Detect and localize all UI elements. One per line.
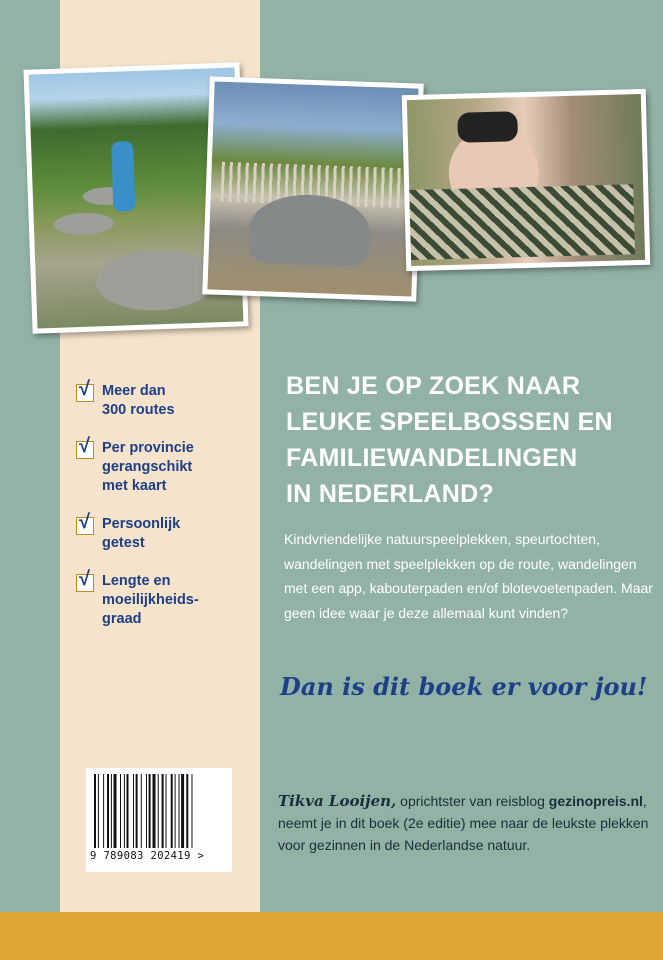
photo-stone-play-sculpture [202,76,423,301]
checkbox-icon: √ [76,574,94,592]
author-intro: oprichtster van reisblog [396,793,545,809]
feature-item [76,435,256,496]
author-name: Tikva Looijen, [278,792,397,810]
feature-text: Meer dan 300 routes [102,383,175,418]
checkbox-icon: √ [76,441,94,459]
checkbox-icon: √ [76,384,94,402]
barcode-number: 9 789083 202419 > [90,850,205,862]
author-blurb [278,790,654,856]
author-rest: , neemt je in dit boek (2e editie) mee naar de leukste plekken voor gezinnen in de Nederlandse natuur. [278,793,649,853]
feature-item [76,378,256,420]
checkbox-icon: √ [76,517,94,535]
feature-item [76,511,256,553]
author-site: gezinopreis.nl [548,793,643,809]
body-text: Kindvriendelijke natuurspeelplekken, speurtochten, wandelingen met speelplekken op de route, wandelingen met een app, kabouterpaden en/of blotevoetenpaden. Maar geen idee waar je deze allemaal kunt vinden? [284,531,653,621]
feature-text: Lengte en moeilijkheids- graad [102,573,199,627]
photo-girl-with-binoculars [402,89,651,271]
headline-line: IN NEDERLAND? [286,480,495,508]
feature-text: Persoonlijk getest [102,516,181,551]
headline-line: BEN JE OP ZOEK NAAR [286,372,581,400]
headline-line: LEUKE SPEELBOSSEN EN [286,408,613,436]
headline-line: FAMILIEWANDELINGEN [286,444,578,472]
barcode-bars [94,774,224,848]
feature-text: Per provincie gerangschikt met kaart [102,440,194,494]
feature-list [76,378,256,648]
feature-item [76,568,256,629]
isbn-barcode [86,768,232,872]
tagline: Dan is dit boek er voor jou! [280,672,648,701]
bottom-bar [0,912,663,960]
headline [286,368,656,512]
